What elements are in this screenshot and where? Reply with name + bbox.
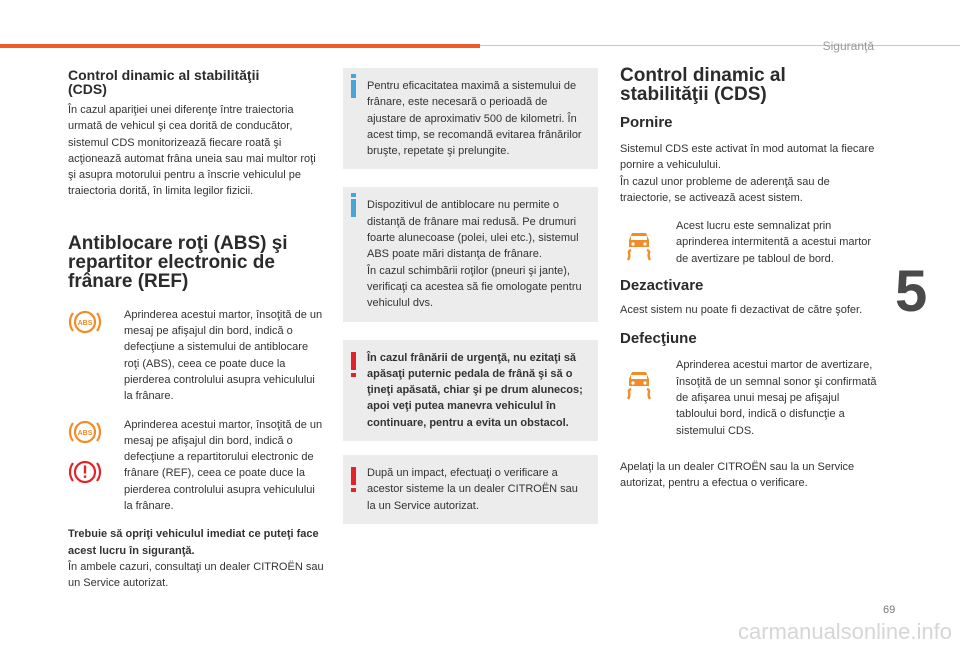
warning-icon bbox=[351, 352, 356, 370]
ref-item-text: Aprinderea acestui martor, însoţită de un mesaj pe afişajul din bord, indică o defecţiune a repartitorului electronic de frânare (REF), ceea ce poate duce la pierderea controlului asupra vehiculului la frânare. bbox=[124, 418, 323, 513]
stop-instruction: Trebuie să opriţi vehiculul imediat ce puteţi face acest lucru în siguranţă. bbox=[68, 528, 319, 557]
chapter-number: 5 bbox=[895, 259, 928, 324]
info-note-break-in bbox=[343, 68, 598, 169]
column-left bbox=[68, 68, 324, 592]
cds-main-heading: Control dinamic al stabilităţii (CDS) bbox=[620, 65, 786, 105]
abs-warning-icon bbox=[68, 417, 102, 447]
header-rule bbox=[480, 45, 960, 46]
info-icon bbox=[351, 199, 356, 217]
pornire-icon-item bbox=[620, 218, 878, 267]
defect-icon-item bbox=[620, 357, 878, 438]
info-icon bbox=[351, 80, 356, 98]
page-number: 69 bbox=[883, 604, 896, 616]
cds-paragraph: În cazul apariţiei unei diferenţe între traiectoria urmată de vehicul şi cea dorită de conducător, sistemul CDS monitorizează fiecare roată şi acţionează automat frâna uneia sau mai multor roţi şi asupra motorului pentru a înscrie vehiculul pe traiectoria dorită, în limita legilor fizicii. bbox=[68, 104, 316, 198]
final-dealer-text: Apelaţi la un dealer CITROËN sau la un Service autorizat, pentru a efectua o verificare. bbox=[620, 460, 855, 490]
pornire-text: Sistemul CDS este activat în mod automat la fiecare pornire a vehiculului. În cazul unor probleme de aderenţă sau de traiectorie, se activează acest sistem. bbox=[620, 143, 875, 204]
defectiune-heading: Defecţiune bbox=[620, 330, 697, 348]
info-note-text: Pentru eficacitatea maximă a sistemului de frânare, este necesară o perioadă de ajustare de aproximativ 500 de kilometri. În acest timp, se recomandă evitarea frânărilor bruşte, repetate şi prelungite. bbox=[367, 80, 582, 158]
svg-text:ABS: ABS bbox=[77, 429, 93, 437]
warning-note-text: După un impact, efectuaţi o verificare a acestor sisteme la un dealer CITROËN sau la un Service autorizat. bbox=[367, 467, 578, 512]
header-accent-bar bbox=[0, 44, 480, 48]
dezactivare-text: Acest sistem nu poate fi dezactivat de către şofer. bbox=[620, 304, 863, 317]
abs-item-text: Aprinderea acestui martor, însoţită de un mesaj pe afişajul din bord, indică o defecţiune a sistemului de antiblocare roţi (ABS), ceea ce poate duce la pierderea controlului asupra vehiculului la frânare. bbox=[124, 308, 323, 403]
info-note-abs bbox=[343, 187, 598, 321]
warning-note-text: În cazul frânării de urgenţă, nu ezitaţi să apăsaţi puternic pedala de frână şi să o ţineţi apăsată, chiar şi pe drum alunecos; apoi veţi putea manevra vehiculul în continuare, pentru a evita un obstacol. bbox=[367, 351, 583, 429]
column-middle bbox=[343, 68, 598, 538]
dezactivare-heading: Dezactivare bbox=[620, 277, 704, 295]
info-note-text: Dispozitivul de antiblocare nu permite o distanţă de frânare mai redusă. Pe drumuri foarte alunecoase (polei, ulei etc.), sistemul ABS poate mări distanţa de frânare. În cazul schimbării roţilor (pneuri şi jante), verificaţi ca acestea să fie omologate pentru vehiculul dvs. bbox=[367, 199, 582, 310]
warning-note-impact bbox=[343, 455, 598, 524]
brake-warning-icon bbox=[68, 457, 102, 487]
section-title: Siguranţă bbox=[822, 39, 874, 53]
abs-warning-icon bbox=[68, 307, 102, 337]
column-right bbox=[620, 66, 878, 491]
defect-icon-text: Aprinderea acestui martor de avertizare, însoţită de un semnal sonor şi confirmată de afişarea unui mesaj pe afişajul tabloului bord, indică o disfuncţie a sistemului CDS. bbox=[676, 359, 877, 437]
warning-icon bbox=[351, 467, 356, 485]
abs-warning-item bbox=[68, 307, 324, 405]
svg-text:ABS: ABS bbox=[77, 319, 93, 327]
ref-warning-item bbox=[68, 417, 324, 515]
consult-dealer-text: În ambele cazuri, consultaţi un dealer CITROËN sau un Service autorizat. bbox=[68, 560, 324, 590]
pornire-heading: Pornire bbox=[620, 114, 673, 131]
pornire-icon-text: Acest lucru este semnalizat prin aprinderea intermitentă a acestui martor de avertizare pe tabloul de bord. bbox=[676, 220, 872, 265]
cds-heading: Control dinamic al stabilităţii (CDS) bbox=[68, 67, 260, 97]
warning-note-emergency bbox=[343, 340, 598, 441]
cds-warning-icon bbox=[620, 224, 658, 262]
watermark: carmanualsonline.info bbox=[737, 619, 952, 644]
cds-warning-icon bbox=[620, 363, 658, 401]
abs-heading: Antiblocare roţi (ABS) şi repartitor electronic de frânare (REF) bbox=[68, 232, 288, 292]
